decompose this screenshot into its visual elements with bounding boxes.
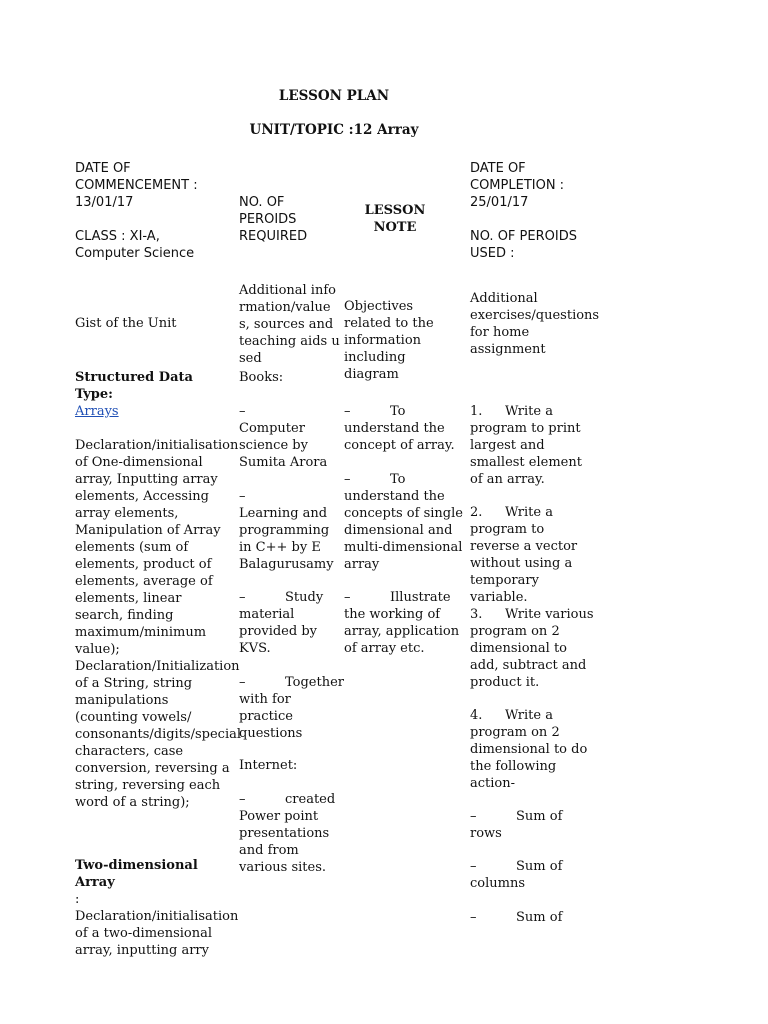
dash-marker: – — [344, 590, 351, 605]
sub-item-3 — [470, 909, 595, 926]
question-1-rest: program to print largest and smallest element of an array. — [470, 421, 582, 487]
book-3-first-line — [239, 589, 341, 606]
book-item-2 — [239, 488, 341, 573]
dash-marker: – — [470, 859, 477, 874]
book-4-first: Together — [285, 675, 345, 690]
question-2-number: 2. — [470, 505, 483, 520]
dash-marker: – — [239, 404, 246, 419]
sub-item-2 — [470, 858, 595, 892]
gist-heading: Gist of the Unit — [75, 316, 177, 331]
question-item-1 — [470, 403, 595, 488]
additional-info-heading: Additional information/values, sources and teaching aids used — [239, 283, 340, 366]
book-item-1 — [239, 403, 341, 471]
objective-3-first-line — [344, 589, 464, 606]
date-completion — [470, 160, 595, 211]
objective-2-first: To — [390, 472, 406, 487]
unit-topic: UNIT/TOPIC :12 Array — [249, 122, 419, 138]
question-3-first: Write various — [505, 607, 594, 622]
sub-1-first-line — [470, 808, 595, 825]
book-item-4 — [239, 674, 345, 742]
dash-marker: – — [239, 675, 246, 690]
periods-used: NO. OF PEROIDS USED : — [470, 229, 577, 261]
book-2-text: Learning and programming in C++ by E Balagurusamy — [239, 506, 334, 572]
question-3-number: 3. — [470, 607, 483, 622]
objective-3-first: Illustrate — [390, 590, 451, 605]
book-4-rest: with for practice questions — [239, 692, 303, 741]
question-4-number: 4. — [470, 708, 483, 723]
objective-item-2 — [344, 471, 464, 573]
book-1-text: Computer science by Sumita Arora — [239, 421, 328, 470]
internet-first-line — [239, 791, 341, 808]
book-4-first-line — [239, 674, 345, 691]
question-item-4 — [470, 707, 595, 792]
books-label: Books: — [239, 370, 284, 385]
sub-2-rest: columns — [470, 876, 526, 891]
date-commencement-value: 13/01/17 — [75, 195, 134, 210]
question-4-first: Write a — [505, 708, 553, 723]
internet-label: Internet: — [239, 758, 298, 773]
date-completion-label: DATE OF COMPLETION : — [470, 161, 565, 193]
book-item-3 — [239, 589, 341, 657]
objectives-heading: Objectives related to the information including diagram — [344, 299, 434, 382]
sub-3-first: Sum of — [516, 910, 563, 925]
class-info — [75, 228, 233, 262]
question-2-first: Write a — [505, 505, 553, 520]
sub-1-first: Sum of — [516, 809, 563, 824]
question-1-first-line — [470, 403, 595, 420]
class-value: Computer Science — [75, 246, 195, 261]
question-2-first-line — [470, 504, 595, 521]
objective-2-rest: understand the concepts of single dimensional and multi-dimensional array — [344, 489, 463, 572]
question-3-first-line — [470, 606, 595, 623]
question-3-rest: program on 2 dimensional to add, subtract and product it. — [470, 624, 587, 690]
objective-1-rest: understand the concept of array. — [344, 421, 455, 453]
sub-item-1 — [470, 808, 595, 842]
lesson-note-heading: LESSON NOTE — [364, 203, 426, 235]
objective-item-1 — [344, 403, 464, 454]
dash-marker: – — [470, 809, 477, 824]
dash-marker: – — [344, 404, 351, 419]
two-dim-heading: Two-dimensional Array — [75, 858, 198, 890]
internet-first: created — [285, 792, 336, 807]
book-3-first: Study — [285, 590, 324, 605]
question-1-number: 1. — [470, 404, 483, 419]
class-label: CLASS : XI-A, — [75, 229, 160, 244]
question-4-rest: program on 2 dimensional to do the following action- — [470, 725, 588, 791]
dash-marker: – — [470, 910, 477, 925]
arrays-link[interactable]: Arrays — [75, 404, 119, 419]
two-dim-section — [75, 857, 239, 959]
objective-1-first-line — [344, 403, 464, 420]
date-commencement-label: DATE OF COMMENCEMENT : — [75, 161, 198, 193]
book-3-rest: material provided by KVS. — [239, 607, 317, 656]
question-item-2 — [470, 504, 595, 606]
sub-3-first-line — [470, 909, 595, 926]
structured-data-heading: Structured Data Type: — [75, 370, 193, 402]
question-4-first-line — [470, 707, 595, 724]
two-dim-colon: : — [75, 892, 80, 907]
dash-marker: – — [239, 489, 246, 504]
dash-marker: – — [239, 590, 246, 605]
date-completion-value: 25/01/17 — [470, 195, 529, 210]
internet-rest: Power point presentations and from various sites. — [239, 809, 330, 875]
exercises-heading: Additional exercises/questions for home assignment — [470, 291, 600, 357]
objective-item-3 — [344, 589, 464, 657]
page-title: LESSON PLAN — [278, 88, 390, 104]
one-dim-description: Declaration/initialisation of One-dimensional array, Inputting array elements, Accessing array elements, Manipulation of Array elements (sum of elements, product of elements, average of elements, linear search, finding maximum/minimum value); Declaration/Initialization of a String, string manipulations (counting vowels/ consonants/digits/special characters, case conversion, reversing a string, reversing each word of a string); — [75, 438, 242, 810]
objective-3-rest: the working of array, application of array etc. — [344, 607, 460, 656]
sub-1-rest: rows — [470, 826, 502, 841]
objective-2-first-line — [344, 471, 464, 488]
sub-2-first: Sum of — [516, 859, 563, 874]
dash-marker: – — [239, 792, 246, 807]
objective-1-first: To — [390, 404, 406, 419]
date-commencement — [75, 160, 233, 211]
question-item-3 — [470, 606, 595, 691]
two-dim-description: Declaration/initialisation of a two-dimensional array, inputting arry — [75, 909, 239, 958]
dash-marker: – — [344, 472, 351, 487]
internet-item — [239, 791, 341, 876]
question-1-first: Write a — [505, 404, 553, 419]
question-2-rest: program to reverse a vector without using a temporary variable. — [470, 522, 578, 605]
periods-required: NO. OF PEROIDS REQUIRED — [239, 195, 308, 244]
sub-2-first-line — [470, 858, 595, 875]
arrays-link-wrap — [75, 403, 233, 420]
